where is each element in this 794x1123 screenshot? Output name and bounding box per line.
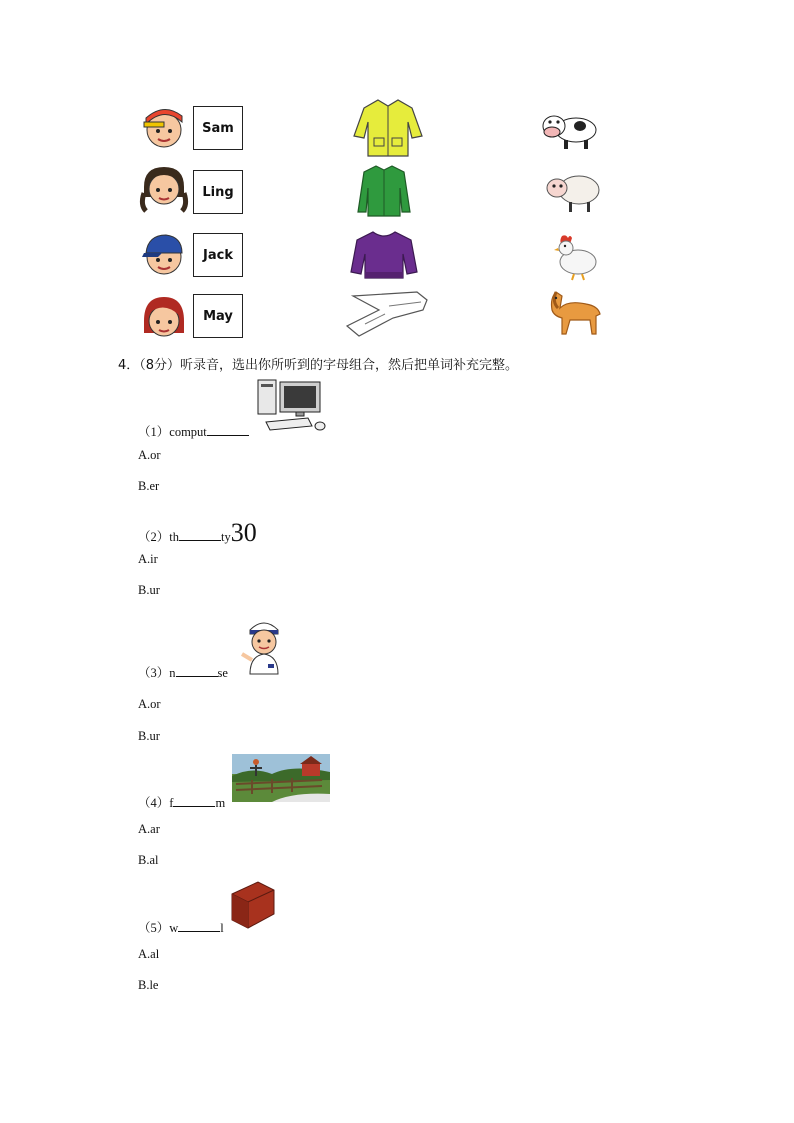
item-number: （1） [138,425,170,439]
item-2-line [138,520,257,546]
farm-icon [232,754,330,802]
nurse-icon [238,614,290,676]
option-b[interactable]: B.al [138,853,159,867]
option-b[interactable]: B.ur [138,729,160,743]
item-3-line [138,663,228,681]
option-a[interactable]: A.ir [138,552,158,566]
name-label: Jack [203,247,233,263]
option-b[interactable]: B.er [138,479,160,493]
answer-blank[interactable] [176,664,218,677]
answer-blank[interactable] [178,919,220,932]
word-start: th [169,530,179,544]
item-1-line [138,422,249,440]
green-jacket-icon [356,164,412,218]
hen-icon [552,232,602,282]
option-a[interactable]: A.or [138,697,161,711]
word-end: l [220,921,224,935]
wall-brick-icon [230,880,276,930]
word-start: f [169,796,174,810]
horse-icon [546,288,606,338]
answer-blank[interactable] [207,423,249,436]
option-b[interactable]: B.ur [138,583,160,597]
word-end: m [215,796,226,810]
word-start: w [169,921,179,935]
option-a[interactable]: A.ar [138,822,160,836]
boy-blue-cap-icon [140,231,188,277]
item-number: （5） [138,921,170,935]
word-end: se [217,666,228,680]
word-start: comput [169,425,207,439]
item-number: （2） [138,530,170,544]
name-label: Ling [202,184,234,200]
white-pants-icon [345,290,431,340]
name-box-jack [193,233,243,277]
girl-red-hair-icon [140,293,188,341]
number-30: 30 [230,518,257,547]
item-4-line [138,793,225,811]
option-a[interactable]: A.al [138,947,160,961]
name-label: Sam [202,120,234,136]
option-a[interactable]: A.or [138,448,161,462]
computer-icon [256,378,328,434]
sheep-icon [543,170,603,214]
boy-red-cap-icon [140,104,188,150]
purple-sweater-icon [349,228,419,282]
yellow-raincoat-icon [352,96,424,158]
option-b[interactable]: B.le [138,978,159,992]
item-number: （3） [138,666,170,680]
name-box-may [193,294,243,338]
word-start: n [169,666,176,680]
girl-pigtails-icon [140,163,188,213]
question-title: 4．（8分）听录音，选出你所听到的字母组合，然后把单词补充完整。 [118,358,519,373]
answer-blank[interactable] [179,528,221,541]
cow-icon [540,108,600,152]
name-box-ling [193,170,243,214]
name-box-sam [193,106,243,150]
answer-blank[interactable] [173,794,215,807]
item-number: （4） [138,796,170,810]
name-label: May [203,308,233,324]
word-end: ty [221,530,231,544]
item-5-line [138,918,224,936]
